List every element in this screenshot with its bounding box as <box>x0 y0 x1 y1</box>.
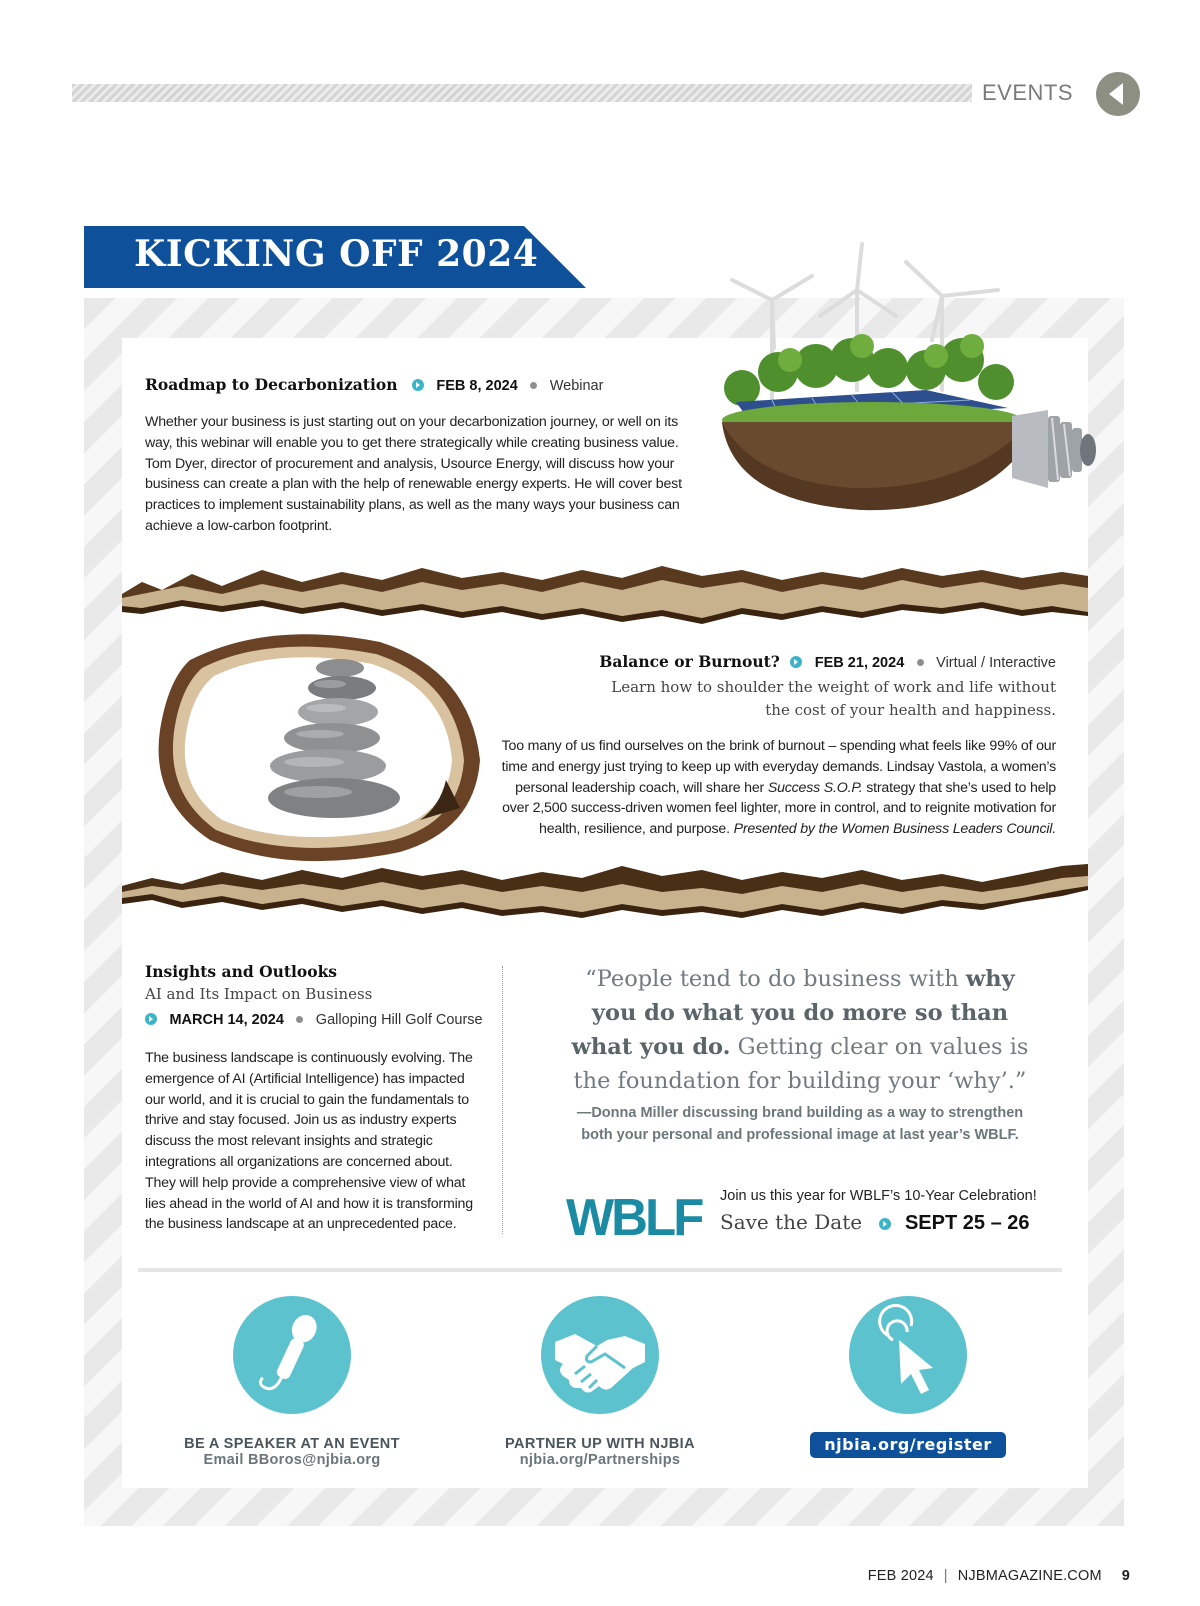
footer-separator: | <box>943 1568 948 1584</box>
cta-speaker-email[interactable]: Email BBoros@njbia.org <box>203 1452 381 1468</box>
footer-site[interactable]: NJBMAGAZINE.COM <box>957 1568 1102 1584</box>
event-3-location: Galloping Hill Golf Course <box>315 1012 483 1028</box>
footer-issue: FEB 2024 <box>867 1568 934 1584</box>
dot-separator-icon <box>296 1016 303 1023</box>
event-2-subtitle: Learn how to shoulder the weight of work and life without the cost of your health and happiness. <box>611 678 1056 719</box>
arrow-bullet-icon <box>412 379 424 391</box>
microphone-icon[interactable] <box>233 1296 351 1414</box>
event-2-date: FEB 21, 2024 <box>814 655 905 671</box>
cta-partner <box>460 1296 740 1468</box>
section-label: EVENTS <box>982 80 1074 105</box>
event-3-subtitle: AI and Its Impact on Business <box>145 985 373 1003</box>
cta-partner-link[interactable]: njbia.org/Partnerships <box>519 1452 681 1468</box>
burnt-paper-edge-bottom <box>122 860 1088 920</box>
stacked-stones-illustration <box>150 630 490 870</box>
event-3-meta <box>135 1011 483 1029</box>
burnt-paper-edge-top <box>122 560 1088 626</box>
event-1-header <box>145 375 603 395</box>
event-2-presenter: Presented by the Women Business Leaders Council. <box>733 821 1056 838</box>
event-1-date: FEB 8, 2024 <box>436 378 518 394</box>
cta-partner-title: PARTNER UP WITH NJBIA <box>505 1436 695 1452</box>
event-1-format: Webinar <box>549 378 604 394</box>
event-2-body-emphasis: Success S.O.P. <box>767 779 863 796</box>
event-2-body-part: strategy that she’s used to help over 2,500 success-driven women feel lighter, more in control, and to reignite motivation for health, resilience, and purpose. <box>502 779 1056 838</box>
arrow-bullet-icon <box>145 1013 157 1025</box>
event-3-title[interactable]: Insights and Outlooks <box>145 962 338 981</box>
save-the-date <box>720 1210 1030 1235</box>
section-title: KICKING OFF 2024 <box>134 233 539 275</box>
column-divider <box>502 966 503 1234</box>
back-button[interactable] <box>1096 72 1140 116</box>
back-arrow-icon <box>1109 83 1123 105</box>
cta-register <box>768 1296 1048 1458</box>
dot-separator-icon <box>917 659 924 666</box>
quote-text: Getting clear on values is the foundation for building your ‘why’.” <box>573 1034 1029 1094</box>
quote-attribution: —Donna Miller discussing brand building as a way to strengthen both your personal and professional image at last year’s WBLF. <box>576 1105 1024 1143</box>
event-2-body-part: Too many of us find ourselves on the brink of burnout – spending what feels like 99% of our time and energy just trying to keep up with everyday demands. Lindsay Vastola, a women’s personal leadership coach, will share her <box>501 738 1056 796</box>
wblf-announcement: Join us this year for WBLF’s 10-Year Celebration! <box>720 1188 1037 1204</box>
event-3-description: The business landscape is continuously evolving. The emergence of AI (Artificial Intelligence) has impacted our world, and it is crucial to gain the fundamentals to thrive and stay focused. Join us as industry experts discuss the most relevant insights and strategic integrations all organizations are concerned about. They will help provide a comprehensive view of what lies ahead in the world of AI and how it is transforming the business landscape at an unprecedented pace. <box>145 1050 473 1233</box>
dot-separator-icon <box>530 382 537 389</box>
event-2-header <box>599 652 1056 672</box>
save-date-value: SEPT 25 – 26 <box>904 1212 1030 1234</box>
register-link[interactable]: njbia.org/register <box>810 1432 1005 1458</box>
event-1-title[interactable]: Roadmap to Decarbonization <box>145 375 398 394</box>
handshake-icon[interactable] <box>541 1296 659 1414</box>
quote-text: “People tend to do business with <box>585 966 966 992</box>
event-2-title[interactable]: Balance or Burnout? <box>599 652 780 671</box>
save-date-label: Save the Date <box>720 1210 863 1234</box>
event-2-format: Virtual / Interactive <box>936 655 1056 671</box>
header-stripe <box>72 84 972 102</box>
cta-speaker-title: BE A SPEAKER AT AN EVENT <box>184 1436 400 1452</box>
page-number: 9 <box>1121 1568 1130 1584</box>
quote-emphasis: why you do what you do more so than what you do. <box>571 966 1015 1060</box>
wblf-logo: WBLF <box>566 1189 702 1247</box>
event-1-description: Whether your business is just starting out on your decarbonization journey, or well on its way, this webinar will enable you to get there strategically while creating business value. Tom Dyer, director of procurement and analysis, Usource Energy, will discuss how your business can create a plan with the help of renewable energy experts. He will cover best practices to implement sustainability plans, as well as the many ways your business can achieve a low-carbon footprint. <box>145 414 682 534</box>
cta-speaker <box>152 1296 432 1468</box>
cursor-click-icon[interactable] <box>849 1296 967 1414</box>
event-2-description <box>496 736 1056 840</box>
eco-lightbulb-illustration <box>712 240 1122 540</box>
event-3-date: MARCH 14, 2024 <box>169 1012 284 1028</box>
section-divider <box>138 1268 1062 1272</box>
page-footer <box>868 1568 1130 1584</box>
pull-quote <box>560 962 1040 1098</box>
arrow-bullet-icon <box>790 656 802 668</box>
arrow-bullet-icon <box>879 1218 891 1230</box>
